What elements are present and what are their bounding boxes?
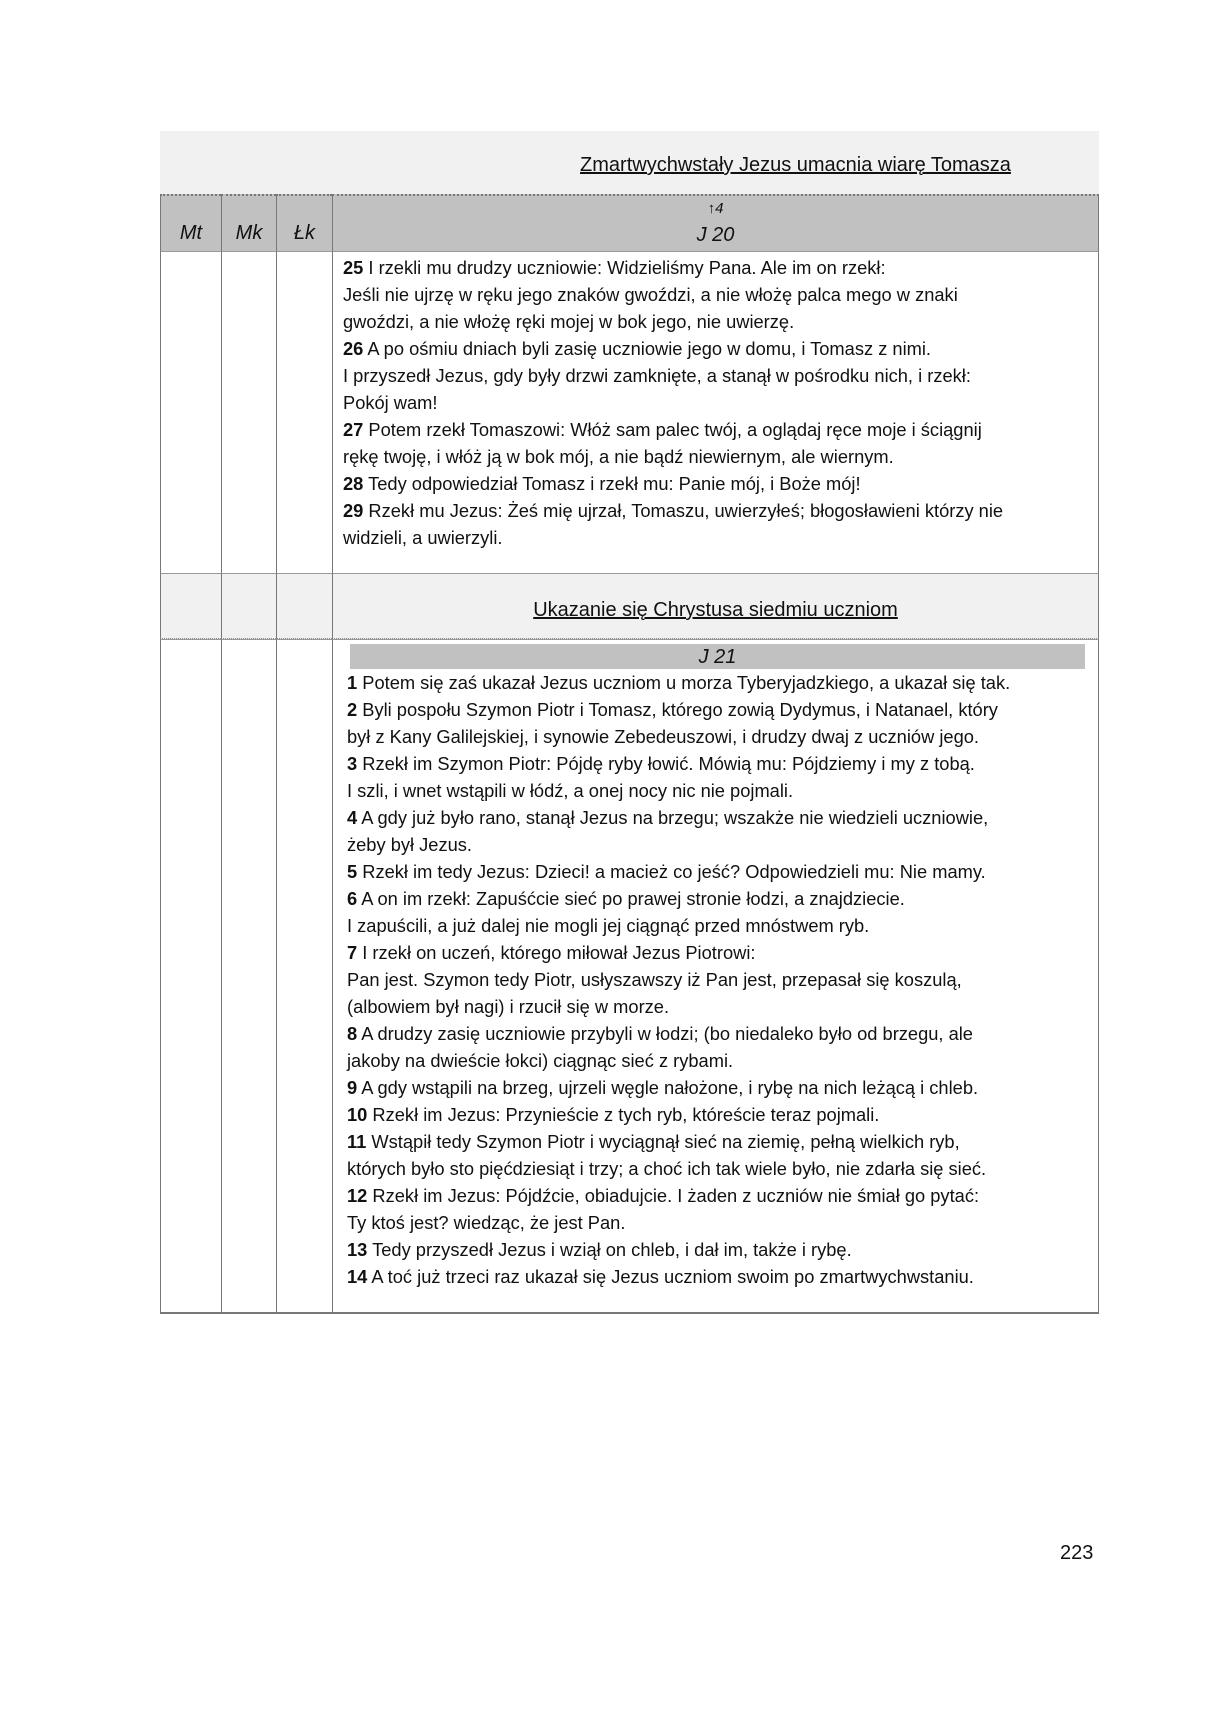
up-arrow-reference: ↑4 <box>707 200 724 217</box>
verse-line <box>347 1155 1092 1182</box>
section2-body-row <box>160 639 1099 1314</box>
verse-line <box>343 389 1092 416</box>
mk-cell <box>221 573 276 639</box>
verse-text: żeby był Jezus. <box>347 834 472 855</box>
verse-text: rękę twoję, i włóż ją w bok mój, a nie bądź niewiernym, ale wiernym. <box>343 446 894 467</box>
verse-line <box>343 308 1092 335</box>
verse-number: 26 <box>343 338 364 359</box>
verse-line <box>347 1209 1092 1236</box>
mt-cell <box>160 251 221 573</box>
verse-text: I szli, i wnet wstąpili w łódź, a onej nocy nic nie pojmali. <box>347 780 794 801</box>
verse-text: A toć już trzeci raz ukazał się Jezus uczniom swoim po zmartwychwstaniu. <box>367 1266 974 1287</box>
verse-text: Tedy odpowiedział Tomasz i rzekł mu: Panie mój, i Boże mój! <box>363 473 861 494</box>
verse-text: których było sto pięćdziesiąt i trzy; a choć ich tak wiele było, nie zdarła się sieć. <box>347 1158 987 1179</box>
verse-number: 9 <box>347 1077 358 1098</box>
verse-line <box>347 885 1092 912</box>
verse-text: Rzekł mu Jezus: Żeś mię ujrzał, Tomaszu, uwierzyłeś; błogosławieni którzy nie <box>363 500 1004 521</box>
gospel-header-row <box>160 194 1099 251</box>
mt-cell <box>160 573 221 639</box>
verse-line <box>347 804 1092 831</box>
john-21-verses <box>343 669 1092 1290</box>
verse-line <box>347 777 1092 804</box>
verse-text: Pan jest. Szymon tedy Piotr, usłyszawszy iż Pan jest, przepasał się koszulą, <box>347 969 962 990</box>
verse-text: Tedy przyszedł Jezus i wziął on chleb, i dał im, także i rybę. <box>367 1239 852 1260</box>
verse-text: gwoździ, a nie włożę ręki mojej w bok jego, nie uwierzę. <box>343 311 795 332</box>
verse-number: 28 <box>343 473 364 494</box>
column-header-mk: Mk <box>221 194 276 251</box>
verse-text: Pokój wam! <box>343 392 438 413</box>
lk-cell <box>276 639 332 1313</box>
verse-text: Rzekł im Jezus: Pójdźcie, obiadujcie. I żaden z uczniów nie śmiał go pytać: <box>367 1185 980 1206</box>
verse-line <box>347 1047 1092 1074</box>
john-21-text <box>332 639 1099 1313</box>
verse-text: Byli pospołu Szymon Piotr i Tomasz, którego zowią Dydymus, i Natanael, który <box>357 699 998 720</box>
verse-line <box>347 696 1092 723</box>
verse-line <box>347 858 1092 885</box>
verse-line <box>347 723 1092 750</box>
column-header-john <box>332 194 1099 251</box>
section2-title: Ukazanie się Chrystusa siedmiu uczniom <box>533 599 898 621</box>
lk-cell <box>276 573 332 639</box>
verse-number: 25 <box>343 257 364 278</box>
verse-text: Rzekł im Szymon Piotr: Pójdę ryby łowić. Mówią mu: Pójdziemy i my z tobą. <box>357 753 975 774</box>
verse-text: jakoby na dwieście łokci) ciągnąc sieć z rybami. <box>347 1050 734 1071</box>
verse-number: 11 <box>347 1131 367 1152</box>
verse-text: I rzekł on uczeń, którego miłował Jezus Piotrowi: <box>357 942 756 963</box>
column-header-mt: Mt <box>160 194 221 251</box>
verse-number: 10 <box>347 1104 368 1125</box>
lk-cell <box>276 251 332 573</box>
verse-number: 5 <box>347 861 358 882</box>
verse-text: A gdy wstąpili na brzeg, ujrzeli węgle nałożone, i rybę na nich leżącą i chleb. <box>357 1077 979 1098</box>
verse-line <box>347 1074 1092 1101</box>
section1-title-band <box>160 131 1099 194</box>
synopsis-table <box>160 131 1099 1314</box>
verse-line <box>347 1128 1092 1155</box>
verse-line <box>343 416 1092 443</box>
verse-number: 1 <box>347 672 358 693</box>
column-header-lk: Łk <box>276 194 332 251</box>
verse-line <box>347 1020 1092 1047</box>
page-number: 223 <box>1060 1542 1094 1564</box>
verse-text: I rzekli mu drudzy uczniowie: Widzieliśmy Pana. Ale im on rzekł: <box>363 257 886 278</box>
verse-text: Potem rzekł Tomaszowi: Włóż sam palec twój, a oglądaj ręce moje i ściągnij <box>363 419 982 440</box>
mk-cell <box>221 639 276 1313</box>
verse-number: 14 <box>347 1266 368 1287</box>
verse-text: Rzekł im tedy Jezus: Dzieci! a macież co jeść? Odpowiedzieli mu: Nie mamy. <box>357 861 986 882</box>
verse-line <box>343 497 1092 524</box>
verse-line <box>343 470 1092 497</box>
verse-number: 2 <box>347 699 358 720</box>
section2-title-cell <box>332 573 1099 639</box>
verse-line <box>347 1101 1092 1128</box>
verse-line <box>343 335 1092 362</box>
verse-number: 3 <box>347 753 358 774</box>
verse-number: 4 <box>347 807 358 828</box>
verse-number: 6 <box>347 888 358 909</box>
verse-number: 8 <box>347 1023 358 1044</box>
verse-line <box>347 1236 1092 1263</box>
verse-line <box>347 750 1092 777</box>
verse-line <box>343 362 1092 389</box>
verse-text: widzieli, a uwierzyli. <box>343 527 503 548</box>
section2-title-row <box>160 573 1099 639</box>
verse-text: A po ośmiu dniach byli zasię uczniowie jego w domu, i Tomasz z nimi. <box>363 338 932 359</box>
verse-line <box>347 966 1092 993</box>
verse-text: Ty ktoś jest? wiedząc, że jest Pan. <box>347 1212 626 1233</box>
verse-text: I przyszedł Jezus, gdy były drzwi zamknięte, a stanął w pośrodku nich, i rzekł: <box>343 365 971 386</box>
verse-number: 13 <box>347 1239 368 1260</box>
verse-text: I zapuścili, a już dalej nie mogli jej ciągnąć przed mnóstwem ryb. <box>347 915 870 936</box>
verse-line <box>347 669 1092 696</box>
verse-text: Rzekł im Jezus: Przynieście z tych ryb, któreście teraz pojmali. <box>367 1104 880 1125</box>
verse-line <box>347 939 1092 966</box>
verse-text: był z Kany Galilejskiej, i synowie Zebedeuszowi, i drudzy dwaj z uczniów jego. <box>347 726 980 747</box>
verse-line <box>347 1182 1092 1209</box>
verse-number: 12 <box>347 1185 368 1206</box>
mk-cell <box>221 251 276 573</box>
verse-text: Wstąpił tedy Szymon Piotr i wyciągnął sieć na ziemię, pełną wielkich ryb, <box>366 1131 960 1152</box>
verse-number: 29 <box>343 500 364 521</box>
verse-line <box>343 281 1092 308</box>
john-chapter-20: J 20 <box>696 224 735 246</box>
verse-text: A on im rzekł: Zapuśćcie sieć po prawej stronie łodzi, a znajdziecie. <box>357 888 905 909</box>
verse-line <box>347 1263 1092 1290</box>
verse-text: (albowiem był nagi) i rzucił się w morze. <box>347 996 670 1017</box>
verse-line <box>343 524 1092 551</box>
verse-line <box>347 993 1092 1020</box>
verse-line <box>343 443 1092 470</box>
mt-cell <box>160 639 221 1313</box>
verse-text: Jeśli nie ujrzę w ręku jego znaków gwoździ, a nie włożę palca mego w znaki <box>343 284 958 305</box>
verse-text: Potem się zaś ukazał Jezus uczniom u morza Tyberyjadzkiego, a ukazał się tak. <box>357 672 1011 693</box>
verse-number: 7 <box>347 942 358 963</box>
verse-text: A drudzy zasię uczniowie przybyli w łodzi; (bo niedaleko było od brzegu, ale <box>357 1023 973 1044</box>
section1-body-row <box>160 251 1099 573</box>
verse-line <box>343 254 1092 281</box>
verse-text: A gdy już było rano, stanął Jezus na brzegu; wszakże nie wiedzieli uczniowie, <box>357 807 989 828</box>
verse-line <box>347 831 1092 858</box>
john-20-text <box>332 251 1099 573</box>
section1-title: Zmartwychwstały Jezus umacnia wiarę Tomasza <box>580 154 1011 176</box>
verse-number: 27 <box>343 419 364 440</box>
verse-line <box>347 912 1092 939</box>
john-chapter-21: J 21 <box>350 644 1085 669</box>
